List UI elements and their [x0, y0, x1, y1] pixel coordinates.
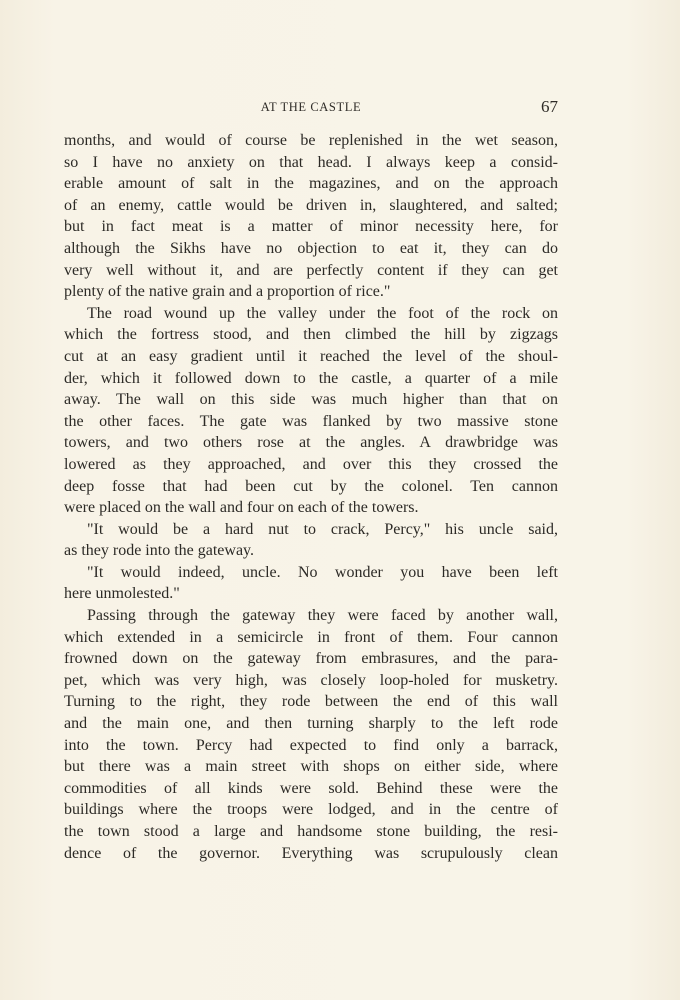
text-line: the town stood a large and handsome stone building, the resi-: [64, 823, 558, 840]
text-line: pet, which was very high, was closely loop-holed for musketry.: [64, 671, 558, 689]
text-line: and the main one, and then turning sharply to the left rode: [64, 715, 558, 733]
text-line: deep fosse that had been cut by the colonel. Ten cannon: [64, 477, 558, 495]
text-line: but there was a main street with shops on either side, where: [64, 758, 558, 776]
text-line: which the fortress stood, and then climbed the hill by zigzags: [64, 326, 558, 344]
text-line: der, which it followed down to the castle, a quarter of a mile: [64, 369, 558, 387]
text-line: of an enemy, cattle would be driven in, slaughtered, and salted;: [64, 196, 558, 214]
text-line: although the Sikhs have no objection to eat it, they can do: [64, 239, 558, 257]
text-line: "It would be a hard nut to crack, Percy," his uncle said,: [87, 520, 558, 538]
text-line: but in fact meat is a matter of minor necessity here, for: [64, 218, 558, 236]
text-line: as they rode into the gateway.: [64, 542, 255, 560]
text-line: frowned down on the gateway from embrasures, and the para-: [64, 650, 558, 668]
text-line: which extended in a semicircle in front of them. Four cannon: [64, 628, 558, 646]
text-line: towers, and two others rose at the angles. A drawbridge was: [64, 434, 558, 452]
text-line: cut at an easy gradient until it reached the level of the shoul-: [64, 347, 558, 365]
text-line: The road wound up the valley under the foot of the rock on: [87, 304, 558, 322]
text-line: here unmolested.": [64, 585, 180, 603]
text-line: lowered as they approached, and over this they crossed the: [64, 455, 558, 473]
text-line: plenty of the native grain and a proportion of rice.": [64, 283, 391, 301]
text-line: commodities of all kinds were sold. Behind these were the: [64, 779, 558, 797]
text-line: very well without it, and are perfectly content if they can get: [64, 261, 558, 279]
text-line: away. The wall on this side was much higher than that on: [64, 391, 558, 409]
text-line: the other faces. The gate was flanked by two massive stone: [64, 412, 558, 430]
text-line: so I have no anxiety on that head. I always keep a consid-: [64, 153, 558, 171]
text-line: into the town. Percy had expected to find only a barrack,: [64, 736, 558, 754]
chapter-running-title: AT THE CASTLE: [260, 100, 362, 114]
text-line: months, and would of course be replenished in the wet season,: [64, 132, 558, 149]
text-line: dence of the governor. Everything was scrupulously clean: [64, 844, 558, 862]
text-line: Turning to the right, they rode between the end of this wall: [64, 693, 558, 711]
running-head: [64, 97, 558, 119]
text-line: buildings where the troops were lodged, and in the centre of: [64, 801, 558, 819]
page-number: 67: [541, 97, 558, 116]
text-line: Passing through the gateway they were faced by another wall,: [87, 607, 558, 625]
body-text: [64, 130, 558, 864]
text-line: were placed on the wall and four on each of the towers.: [64, 499, 419, 517]
text-line: "It would indeed, uncle. No wonder you have been left: [87, 563, 558, 581]
text-line: erable amount of salt in the magazines, and on the approach: [64, 175, 558, 193]
